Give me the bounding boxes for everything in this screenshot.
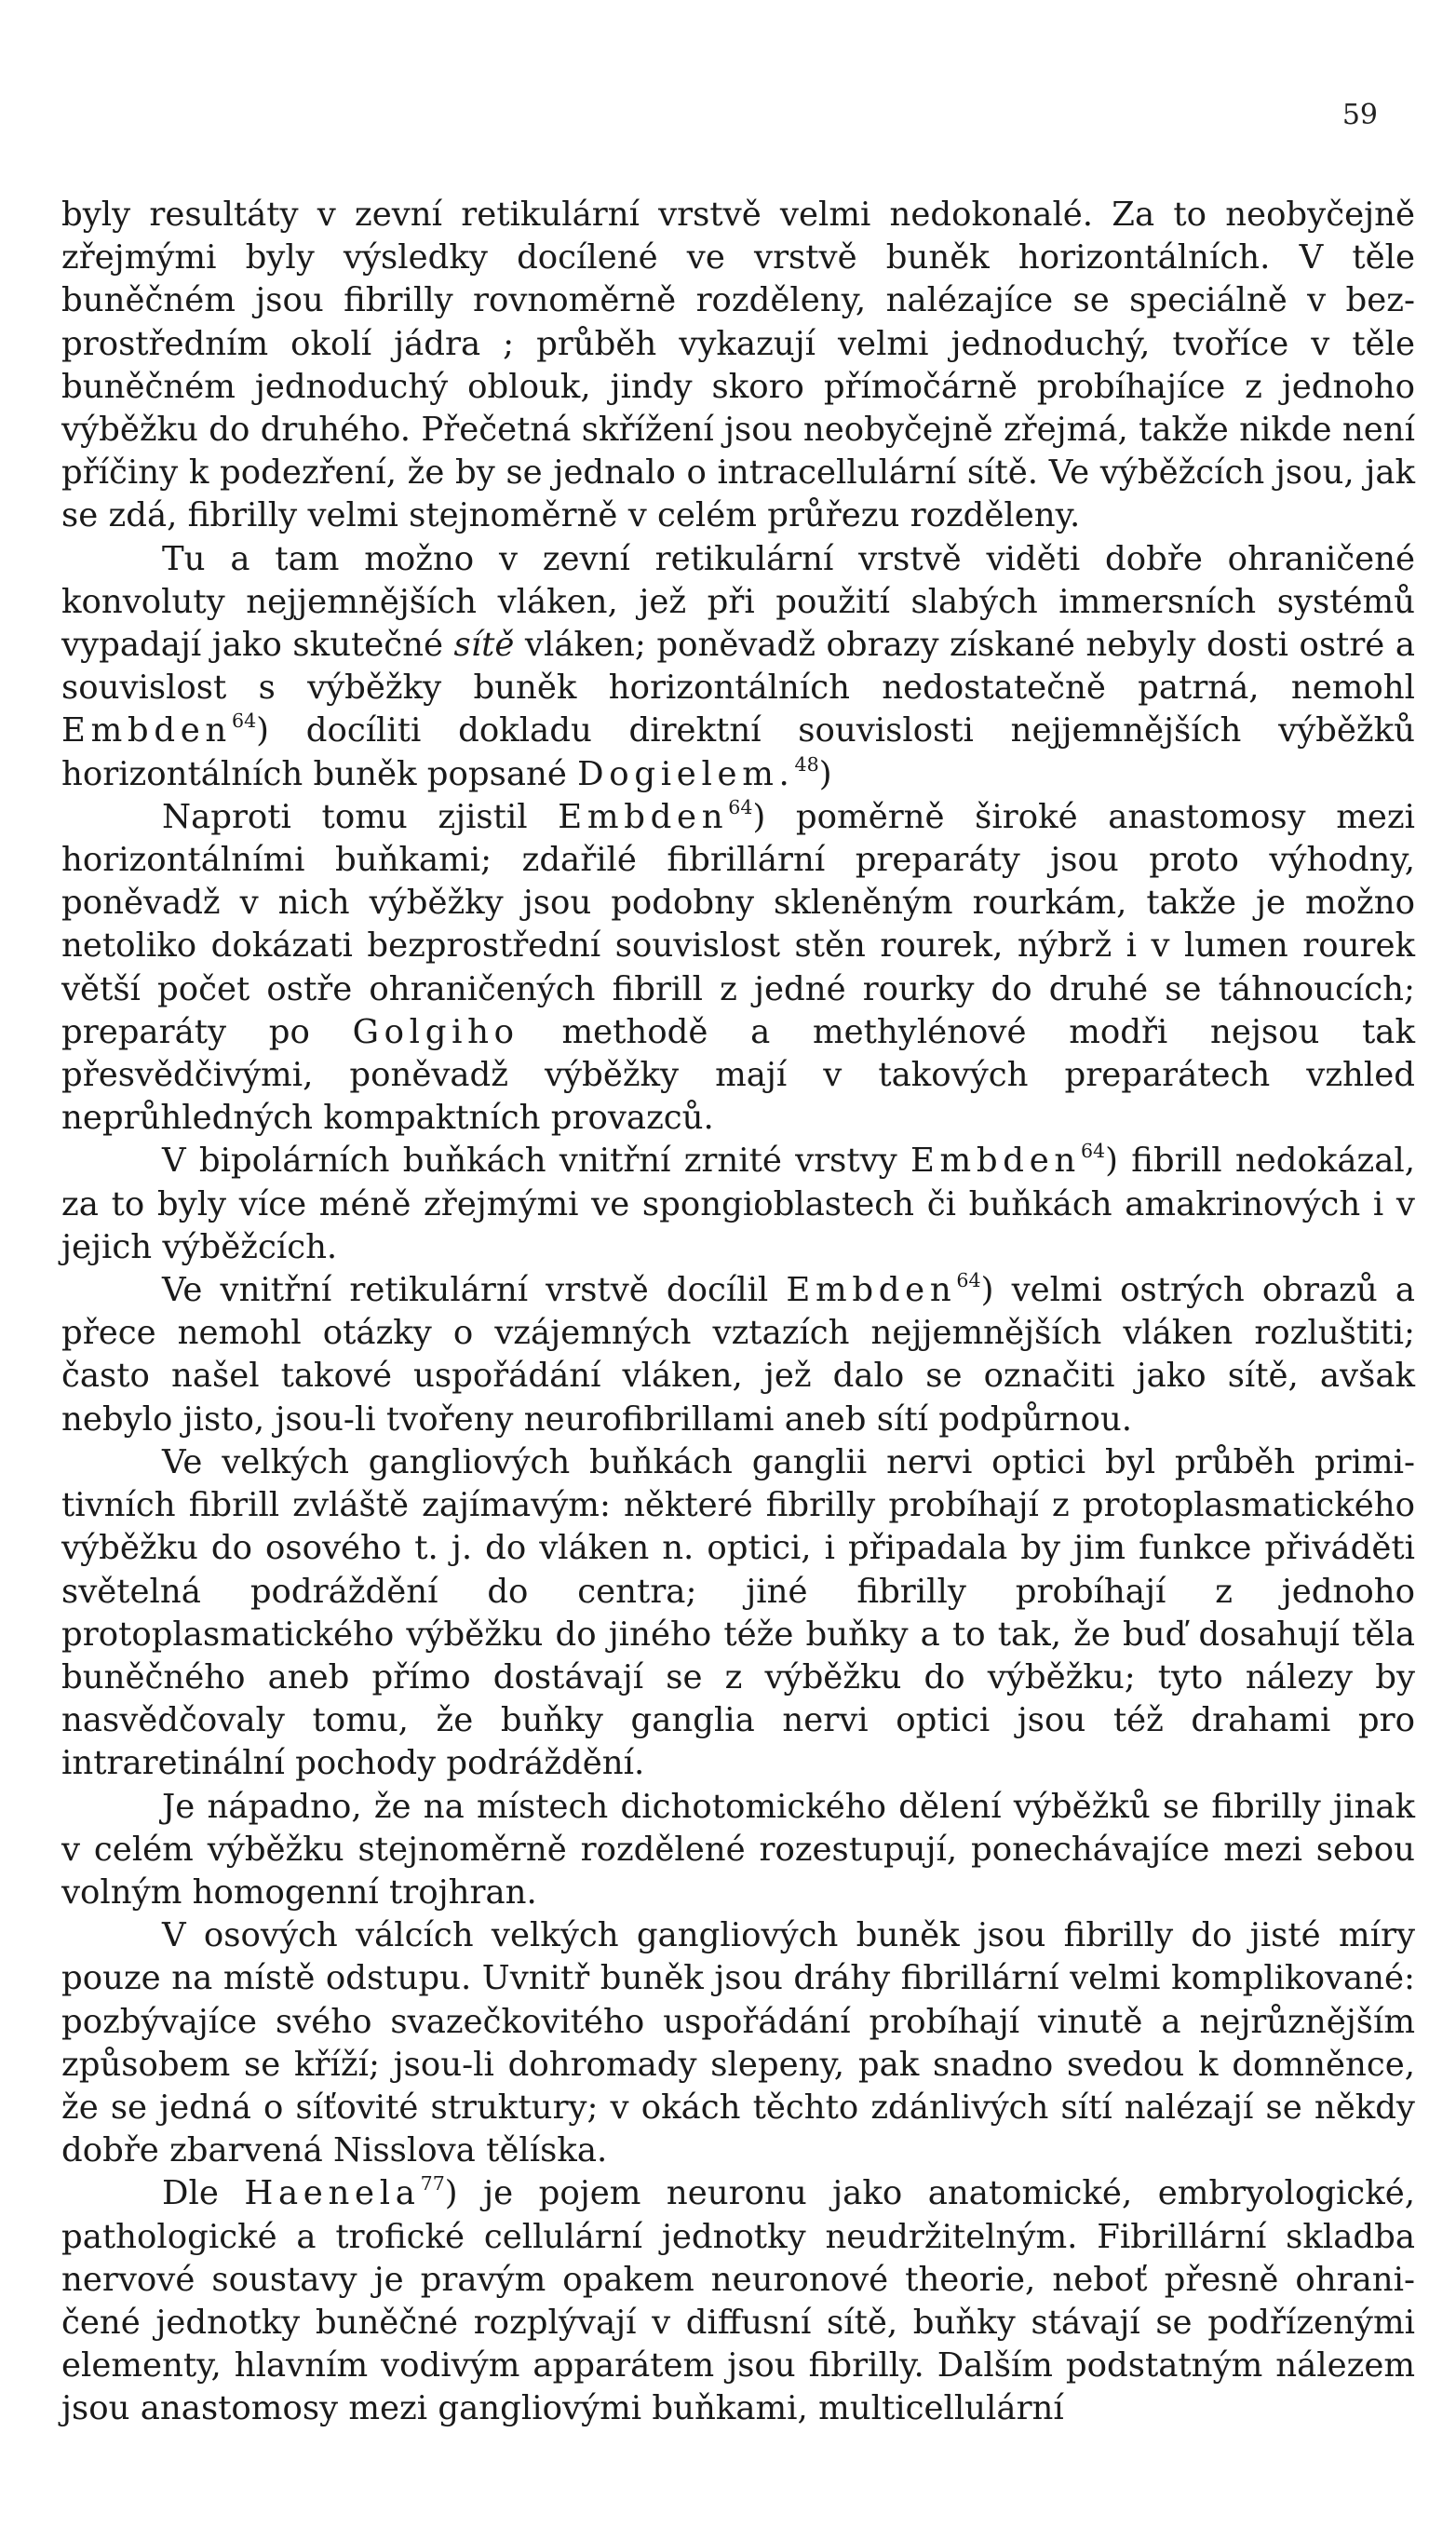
paragraph-5 <box>61 1269 1415 1441</box>
citation-number: 64 <box>231 710 257 733</box>
author-name: Embden <box>910 1142 1081 1181</box>
text-segment: ) poměrně široké anastomosy mezi horizontálními buňkami; zdařilé fibrillární preparáty jsou proto výhodny, poněvadž v nich výběžky jsou podobny skleněným rourkám, takže je možno netoliko dokázati bezprostřední souvislost stěn rourek, nýbrž i v lumen rourek větší počet ostře ohraničených fibrill z jedné rourky do druhé se táhnoucích; preparáty po <box>61 797 1415 1051</box>
text-segment: ) velmi ostrých obrazů a přece nemohl otázky o vzájemných vztazích nejjemnějších vláken rozluštiti; často našel takové uspořádání vláken, jež dalo se označiti jako sítě, avšak nebylo jisto, jsou-li tvořeny neurofibrillami aneb sítí podpůrnou. <box>61 1271 1415 1439</box>
author-name: Golgiho <box>352 1012 519 1051</box>
text-body <box>61 194 1415 2431</box>
paragraph-2 <box>61 538 1415 796</box>
paragraph-8 <box>61 1914 1415 2172</box>
citation-number: 64 <box>956 1269 981 1292</box>
author-name: Embden <box>61 711 232 750</box>
author-name: Embden <box>786 1271 957 1310</box>
citation-number: 64 <box>1080 1140 1106 1163</box>
text-segment: Ve vnitřní retikulární vrstvě docílil <box>162 1271 787 1310</box>
text-segment: ) docíliti dokladu direktní souvislosti nejjemnějších výběžků horizontálních buněk popsané <box>61 711 1415 793</box>
text-segment: ) <box>818 754 832 793</box>
citation-number: 77 <box>420 2172 445 2196</box>
citation-number: 64 <box>728 796 753 819</box>
text-segment: Ve velkých gangliových buňkách ganglii nervi optici byl průběh primitivních fibrill zvláště zajímavým: některé fibrilly probíhají z protoplasmatického výběžku do osového t. j. do vláken n. optici, i připadala by jim funkce přiváděti světelná podráždění do centra; jiné fibrilly probíhají z jednoho protoplasmatického výběžku do jiného téže buňky a to tak, že buď dosahují těla buněčného aneb přímo dostávají se z výběžku do výběžku; tyto nálezy by nasvědčovaly tomu, že buňky ganglia nervi optici jsou též drahami pro intraretinální pochody podráždění. <box>61 1442 1415 1783</box>
text-segment: methodě a methylénové modři nejsou tak přesvědčivými, poněvadž výběžky mají v takových preparátech vzhled neprůhledných kompaktních provazců. <box>61 1012 1415 1138</box>
text-segment: byly resultáty v zevní retikulární vrstvě velmi nedokonalé. Za to neobyčejně zřejmými byly výsledky docílené ve vrstvě buněk horizontálních. V těle buněčném jsou fibrilly rovnoměrně rozděleny, nalézajíce se speciálně v bezprostředním okolí jádra ; průběh vykazují velmi jednoduchý, tvoříce v těle buněčném jednoduchý oblouk, jindy skoro přímočárně probíhajíce z jednoho výběžku do druhého. Přečetná skřížení jsou neobyčejně zřejmá, takže nikde není příčiny k podezření, že by se jednalo o intracellulární sítě. Ve výběžcích jsou, jak se zdá, fibrilly velmi stejnoměrně v celém průřezu rozděleny. <box>61 196 1415 535</box>
text-segment: ) fibrill nedokázal, za to byly více méně zřejmými ve spongioblastech či buňkách amakrinových i v jejich výběžcích. <box>61 1142 1415 1266</box>
paragraph-9 <box>61 2172 1415 2430</box>
text-segment: Je nápadno, že na místech dichotomického dělení výběžků se fibrilly jinak v celém výběžku stejnoměrně rozdělené rozestupují, ponechávajíce mezi sebou volným homogenní trojhran. <box>61 1787 1415 1912</box>
page-number: 59 <box>1341 99 1378 131</box>
text-segment: V bipolárních buňkách vnitřní zrnité vrstvy <box>162 1142 910 1181</box>
text-segment: ) je pojem neuronu jako anatomické, embryologické, pathologické a trofické cellulární jednotky neudržitelným. Fibrillární skladba nervové soustavy je pravým opakem neuronové theorie, neboť přesně ohraničené jednotky buněčné rozplývají v diffusní sítě, buňky stávají se podřízenými elementy, hlavním vodivým apparátem jsou fibrilly. Dalším podstatným nálezem jsou anastomosy mezi gangliovými buňkami, multicellulární <box>61 2174 1415 2428</box>
author-name: Haenela <box>244 2174 421 2213</box>
text-segment: vláken; poněvadž obrazy získané nebyly dosti ostré a souvislost s výběžky buněk horizontálních nedostatečně patrná, nemohl <box>61 626 1415 708</box>
paragraph-3 <box>61 796 1415 1141</box>
citation-number: 48 <box>794 752 819 776</box>
paragraph-1 <box>61 194 1415 538</box>
author-name: Dogielem. <box>577 754 795 793</box>
emphasized-word: sítě <box>453 626 515 665</box>
text-segment: Dle <box>162 2174 245 2213</box>
text-segment: V osových válcích velkých gangliových buněk jsou fibrilly do jisté míry pouze na místě odstupu. Uvnitř buněk jsou dráhy fibrillární velmi komplikované: pozbývajíce svého svazečkovitého uspořádání probíhají vinutě a nejrůznějším způsobem se kříží; jsou-li dohromady slepeny, pak snadno svedou k domněnce, že se jedná o síťovité struktury; v okách těchto zdánlivých sítí nalézají se někdy dobře zbarvená Nisslova tělíska. <box>61 1916 1415 2170</box>
text-segment: Naproti tomu zjistil <box>162 797 559 836</box>
paragraph-6 <box>61 1441 1415 1786</box>
paragraph-4 <box>61 1140 1415 1269</box>
text-segment: Tu a tam možno v zevní retikulární vrstvě viděti dobře ohraničené konvoluty nejjemnějších vláken, jež při použití slabých immersních systémů vypadají jako skutečné <box>61 539 1415 665</box>
author-name: Embden <box>558 797 729 836</box>
paragraph-7 <box>61 1786 1415 1915</box>
